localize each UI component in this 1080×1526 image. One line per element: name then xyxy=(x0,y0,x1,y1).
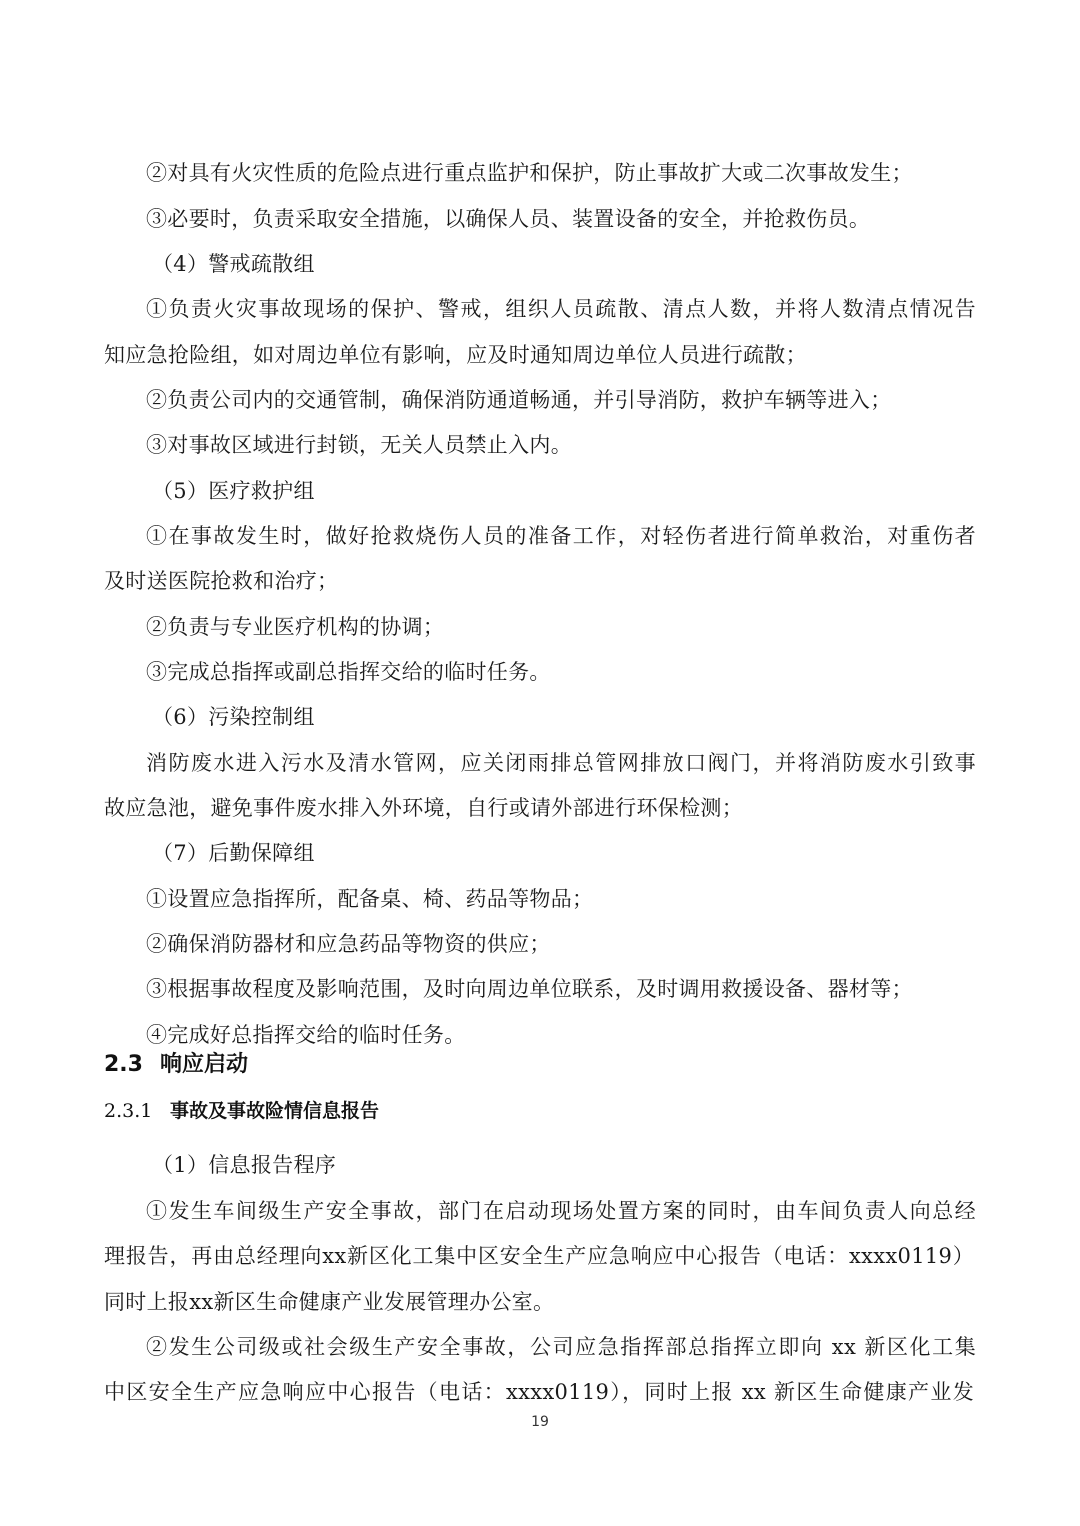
subsection-title: 事故及事故险情信息报告 xyxy=(170,1100,380,1122)
text-line: ③完成总指挥或副总指挥交给的临时任务。 xyxy=(146,660,551,684)
text-line: ③必要时，负责采取安全措施，以确保人员、装置设备的安全，并抢救伤员。 xyxy=(146,207,871,231)
text-line: 故应急池，避免事件废水排入外环境，自行或请外部进行环保检测； xyxy=(104,796,743,820)
subsection-number: 2.3.1 xyxy=(104,1100,153,1122)
text-line: ①发生车间级生产安全事故，部门在启动现场处置方案的同时，由车间负责人向总经 xyxy=(146,1199,976,1223)
text-line: ①在事故发生时，做好抢救烧伤人员的准备工作，对轻伤者进行简单救治，对重伤者 xyxy=(146,524,976,548)
section-title: 响应启动 xyxy=(160,1052,249,1077)
text-line: 同时上报xx新区生命健康产业发展管理办公室。 xyxy=(104,1290,555,1314)
text-line: 消防废水进入污水及清水管网，应关闭雨排总管网排放口阀门，并将消防废水引致事 xyxy=(146,751,976,775)
section-heading xyxy=(104,1050,248,1080)
text-line: ②确保消防器材和应急药品等物资的供应； xyxy=(146,932,551,956)
text-line: 中区安全生产应急响应中心报告（电话：xxxx0119），同时上报 xx 新区生命健康产业发 xyxy=(104,1380,974,1404)
text-line: ①负责火灾事故现场的保护、警戒，组织人员疏散、清点人数，并将人数清点情况告 xyxy=(146,297,976,321)
text-line: 理报告，再由总经理向xx新区化工集中区安全生产应急响应中心报告（电话：xxxx0119） xyxy=(104,1244,974,1268)
text-line: ③对事故区域进行封锁，无关人员禁止入内。 xyxy=(146,433,572,457)
text-line: （5）医疗救护组 xyxy=(152,479,315,503)
text-line: ②对具有火灾性质的危险点进行重点监护和保护，防止事故扩大或二次事故发生； xyxy=(146,161,913,185)
text-line: ④完成好总指挥交给的临时任务。 xyxy=(146,1023,466,1047)
text-line: 及时送医院抢救和治疗； xyxy=(104,569,339,593)
text-line: （7）后勤保障组 xyxy=(152,841,315,865)
text-line: （6）污染控制组 xyxy=(152,705,315,729)
subsection-heading xyxy=(104,1096,379,1126)
text-line: ②负责公司内的交通管制，确保消防通道畅通，并引导消防，救护车辆等进入； xyxy=(146,388,892,412)
text-line: ①设置应急指挥所，配备桌、椅、药品等物品； xyxy=(146,887,594,911)
text-line: （4）警戒疏散组 xyxy=(152,252,315,276)
text-line: （1）信息报告程序 xyxy=(152,1153,337,1177)
text-line: 知应急抢险组，如对周边单位有影响，应及时通知周边单位人员进行疏散； xyxy=(104,343,807,367)
section-number: 2.3 xyxy=(104,1052,143,1077)
page-number: 19 xyxy=(531,1414,549,1430)
text-line: ②负责与专业医疗机构的协调； xyxy=(146,615,445,639)
text-line: ③根据事故程度及影响范围，及时向周边单位联系，及时调用救援设备、器材等； xyxy=(146,977,913,1001)
text-line: ②发生公司级或社会级生产安全事故，公司应急指挥部总指挥立即向 xx 新区化工集 xyxy=(146,1335,976,1359)
